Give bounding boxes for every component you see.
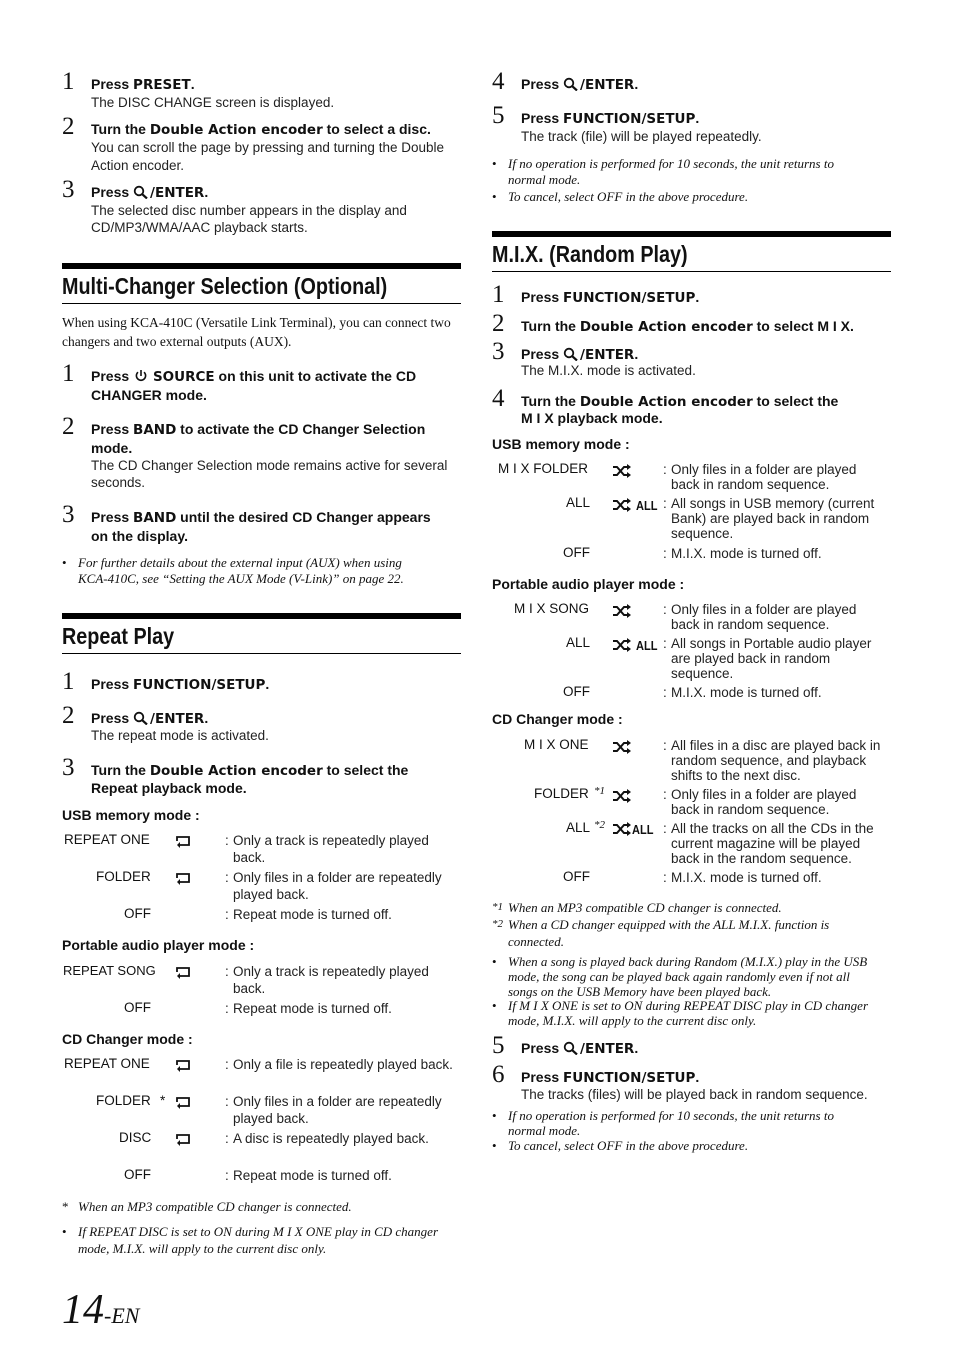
repeat-icon	[174, 1058, 196, 1074]
option-label: ALL	[566, 495, 591, 510]
step-instruction: Press SOURCE on this unit to activate the CD	[91, 368, 417, 385]
step-number: 3	[62, 754, 75, 781]
step-instruction: Press PRESET.	[91, 76, 195, 93]
step-number: 2	[62, 413, 75, 440]
option-label: REPEAT ONE	[64, 832, 150, 847]
option-label: ALL	[566, 635, 591, 650]
step-number: 5	[492, 1032, 505, 1059]
repeat-icon	[174, 1132, 196, 1148]
step-description: The selected disc number appears in the display and	[91, 203, 407, 218]
step-number: 3	[62, 501, 75, 528]
step-description: CD/MP3/WMA/AAC playback starts.	[91, 220, 308, 235]
power-icon	[133, 368, 149, 384]
step-number: 1	[62, 668, 75, 695]
step-instruction: Press /ENTER.	[91, 710, 209, 727]
repeat-icon	[174, 834, 196, 850]
step-number: 1	[492, 281, 505, 308]
step-description: seconds.	[91, 475, 146, 490]
search-icon	[133, 710, 150, 726]
step-instruction-cont: on the display.	[91, 528, 188, 544]
option-label: OFF	[563, 545, 590, 560]
step-number: 2	[62, 702, 75, 729]
repeat-icon	[174, 965, 196, 981]
option-label: OFF	[563, 684, 590, 699]
step-instruction: Press FUNCTION/SETUP.	[91, 676, 270, 693]
step-instruction: Turn the Double Action encoder to select the	[91, 762, 409, 779]
shuffle-icon	[612, 604, 634, 620]
step-description: The CD Changer Selection mode remains active for several	[91, 458, 448, 473]
intro-text: When using KCA-410C (Versatile Link Terminal), you can connect two	[62, 315, 451, 330]
section-heading: M.I.X. (Random Play)	[492, 231, 891, 272]
step-description: The tracks (files) will be played back in random sequence.	[521, 1087, 868, 1102]
option-label: FOLDER	[534, 786, 589, 801]
page-number: 14-EN	[62, 1287, 140, 1333]
step-instruction: Turn the Double Action encoder to select the	[521, 393, 839, 410]
step-instruction: Press FUNCTION/SETUP.	[521, 1069, 700, 1086]
step-instruction: Press /ENTER.	[521, 1040, 639, 1057]
step-instruction: Press /ENTER.	[521, 76, 639, 93]
step-description: The repeat mode is activated.	[91, 728, 269, 743]
step-number: 2	[62, 113, 75, 140]
step-number: 2	[492, 310, 505, 337]
step-instruction: Press FUNCTION/SETUP.	[521, 289, 700, 306]
step-number: 1	[62, 360, 75, 387]
footnote-marker: *	[160, 1093, 166, 1108]
mode-heading: Portable audio player mode :	[492, 576, 685, 592]
step-number: 4	[492, 385, 505, 412]
option-label: DISC	[119, 1130, 152, 1145]
option-label: M I X ONE	[524, 737, 589, 752]
step-number: 3	[62, 176, 75, 203]
step-description: The M.I.X. mode is activated.	[521, 363, 696, 378]
shuffle-icon: ALL	[612, 822, 658, 838]
search-icon	[563, 1040, 580, 1056]
step-description: The track (file) will be played repeatedly.	[521, 129, 762, 144]
step-instruction: Press BAND to activate the CD Changer Selection	[91, 421, 426, 438]
option-label: OFF	[563, 869, 590, 884]
step-description: You can scroll the page by pressing and turning the Double	[91, 140, 444, 155]
search-icon	[563, 346, 580, 362]
mode-heading: USB memory mode :	[492, 436, 630, 452]
step-number: 3	[492, 338, 505, 365]
option-label: OFF	[124, 1000, 151, 1015]
step-instruction-cont: CHANGER mode.	[91, 387, 207, 403]
option-label: M I X SONG	[514, 601, 590, 616]
step-number: 4	[492, 68, 505, 95]
step-number: 5	[492, 102, 505, 129]
search-icon	[133, 184, 150, 200]
step-instruction-cont: Repeat playback mode.	[91, 780, 247, 796]
option-label: ALL	[566, 820, 591, 835]
mode-heading: Portable audio player mode :	[62, 937, 255, 953]
step-description: The DISC CHANGE screen is displayed.	[91, 95, 335, 110]
section-heading: Repeat Play	[62, 613, 461, 654]
step-instruction-cont: M I X playback mode.	[521, 410, 663, 426]
section-heading: Multi-Changer Selection (Optional)	[62, 263, 461, 304]
repeat-icon	[174, 1095, 196, 1111]
step-instruction-cont: mode.	[91, 440, 133, 456]
step-instruction: Turn the Double Action encoder to select a disc.	[91, 121, 431, 138]
shuffle-icon: ALL	[612, 498, 658, 514]
footnote-marker: *2	[594, 819, 605, 831]
search-icon	[563, 76, 580, 92]
shuffle-icon: ALL	[612, 638, 658, 654]
shuffle-icon	[612, 740, 634, 756]
option-label: OFF	[124, 1167, 151, 1182]
repeat-icon	[174, 871, 196, 887]
mode-heading: USB memory mode :	[62, 807, 200, 823]
step-description: Action encoder.	[91, 158, 185, 173]
shuffle-icon	[612, 464, 634, 480]
shuffle-icon	[612, 789, 634, 805]
step-instruction: Turn the Double Action encoder to select M I X.	[521, 318, 854, 335]
step-instruction: Press FUNCTION/SETUP.	[521, 110, 700, 127]
option-label: OFF	[124, 906, 151, 921]
option-label: FOLDER	[96, 869, 151, 884]
step-number: 1	[62, 68, 75, 95]
step-number: 6	[492, 1061, 505, 1088]
mode-heading: CD Changer mode :	[62, 1031, 193, 1047]
step-instruction: Press /ENTER.	[91, 184, 209, 201]
option-label: M I X FOLDER	[498, 461, 589, 476]
option-label: REPEAT SONG	[63, 963, 156, 978]
intro-text: changers and two external outputs (AUX).	[62, 334, 292, 349]
option-label: REPEAT ONE	[64, 1056, 150, 1071]
step-instruction: Press /ENTER.	[521, 346, 639, 363]
step-instruction: Press BAND until the desired CD Changer appears	[91, 509, 431, 526]
mode-heading: CD Changer mode :	[492, 711, 623, 727]
option-label: FOLDER	[96, 1093, 151, 1108]
footnote-marker: *1	[594, 785, 605, 797]
